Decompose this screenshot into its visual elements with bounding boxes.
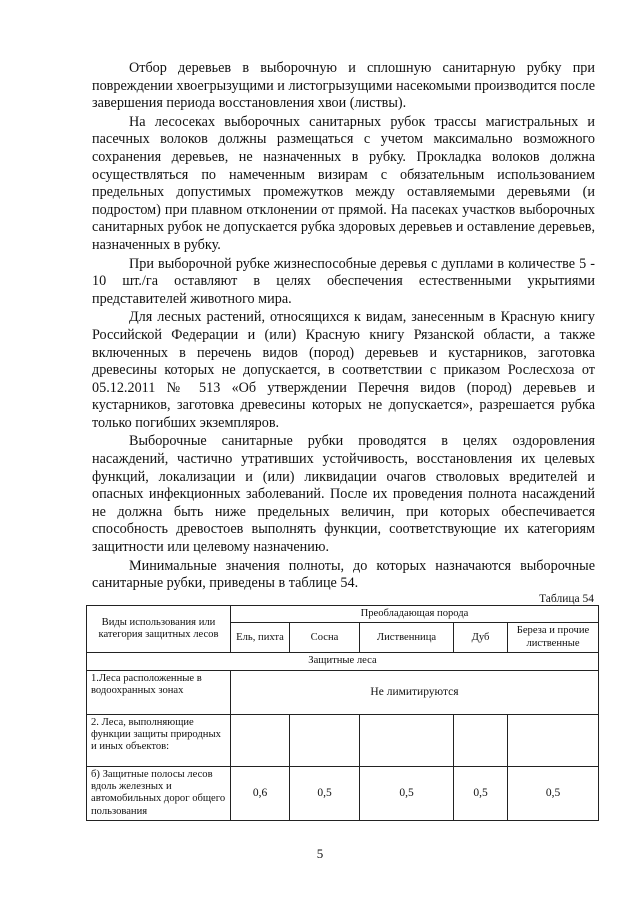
page-number: 5 [316, 846, 324, 861]
row-label: 1.Леса расположенные в водоохранных зонах [87, 670, 231, 714]
paragraph: Минимальные значения полноты, до которых назначаются выборочные санитарные рубки, приведены в таблице 54. [92, 557, 595, 592]
section-title: Защитные леса [87, 653, 599, 670]
merged-note: Не лимитируются [231, 670, 599, 714]
table-cell: 0,5 [508, 766, 599, 821]
header-use-category: Виды использования или категория защитных лесов [87, 606, 231, 653]
row-label: 2. Леса, выполняющие функции защиты природных и иных объектов: [87, 714, 231, 766]
header-species: Сосна [290, 623, 360, 653]
table-cell: 0,5 [360, 766, 454, 821]
paragraph: На лесосеках выборочных санитарных рубок трассы магистральных и пасечных волоков должны размещаться с учетом максимально возможного сохранения деревьев, не назначенных в рубку. Прокладка волоков должна осуществляться по намеченным визирам с обязательным использованием предельных допустимых промежутков между оставляемыми деревьями (и подростом) при плавном отклонении от прямой. На пасеках участков выборочных санитарных рубок не допускается рубка здоровых деревьев и оставление деревьев, назначенных в рубку. [92, 113, 595, 253]
table-cell [231, 714, 290, 766]
header-species: Лиственница [360, 623, 454, 653]
row-label: б) Защитные полосы лесов вдоль железных и автомобильных дорог общего пользования [87, 766, 231, 821]
table-cell [508, 714, 599, 766]
header-species: Береза и прочие лиственные [508, 623, 599, 653]
table-row [87, 714, 599, 766]
table-caption: Таблица 54 [539, 593, 594, 605]
table-cell: 0,5 [454, 766, 508, 821]
table-cell [360, 714, 454, 766]
header-dominant-species: Преобладающая порода [231, 606, 599, 623]
paragraph: Отбор деревьев в выборочную и сплошную санитарную рубку при повреждении хвоегрызущими и листогрызущими насекомыми производится после завершения периода восстановления хвои (листвы). [92, 60, 595, 112]
table-cell [454, 714, 508, 766]
table-row [87, 766, 599, 821]
table-section-row [87, 653, 599, 670]
table-cell [290, 714, 360, 766]
body-text [92, 60, 595, 594]
table-54 [86, 605, 599, 821]
paragraph: Выборочные санитарные рубки проводятся в целях оздоровления насаждений, частично утративших устойчивость, восстановления их целевых функций, локализации и (или) ликвидации очагов стволовых вредителей и опасных инфекционных заболеваний. После их проведения полнота насаждений не должна быть ниже предельных величин, при которых обеспечивается способность древостоев выполнять функции, соответствующие их категориям защитности или целевому назначению. [92, 433, 595, 556]
paragraph: Для лесных растений, относящихся к видам, занесенным в Красную книгу Российской Федерации и (или) Красную книгу Рязанской области, а также включенных в перечень видов (пород) деревьев и кустарников, заготовка древесины которых не допускается, в соответствии с приказом Рослесхоза от 05.12.2011 № 513 «Об утверждении Перечня видов (пород) деревьев и кустарников, заготовка древесины которых не допускается», разрешается рубка только погибших экземпляров. [92, 309, 595, 431]
header-species: Дуб [454, 623, 508, 653]
table-header-row [87, 606, 599, 623]
table-row [87, 670, 599, 714]
header-species: Ель, пихта [231, 623, 290, 653]
table-cell: 0,5 [290, 766, 360, 821]
paragraph: При выборочной рубке жизнеспособные деревья с дуплами в количестве 5 - 10 шт./га оставляют в целях обеспечения естественными укрытиями представителей животного мира. [92, 255, 595, 307]
table-cell: 0,6 [231, 766, 290, 821]
